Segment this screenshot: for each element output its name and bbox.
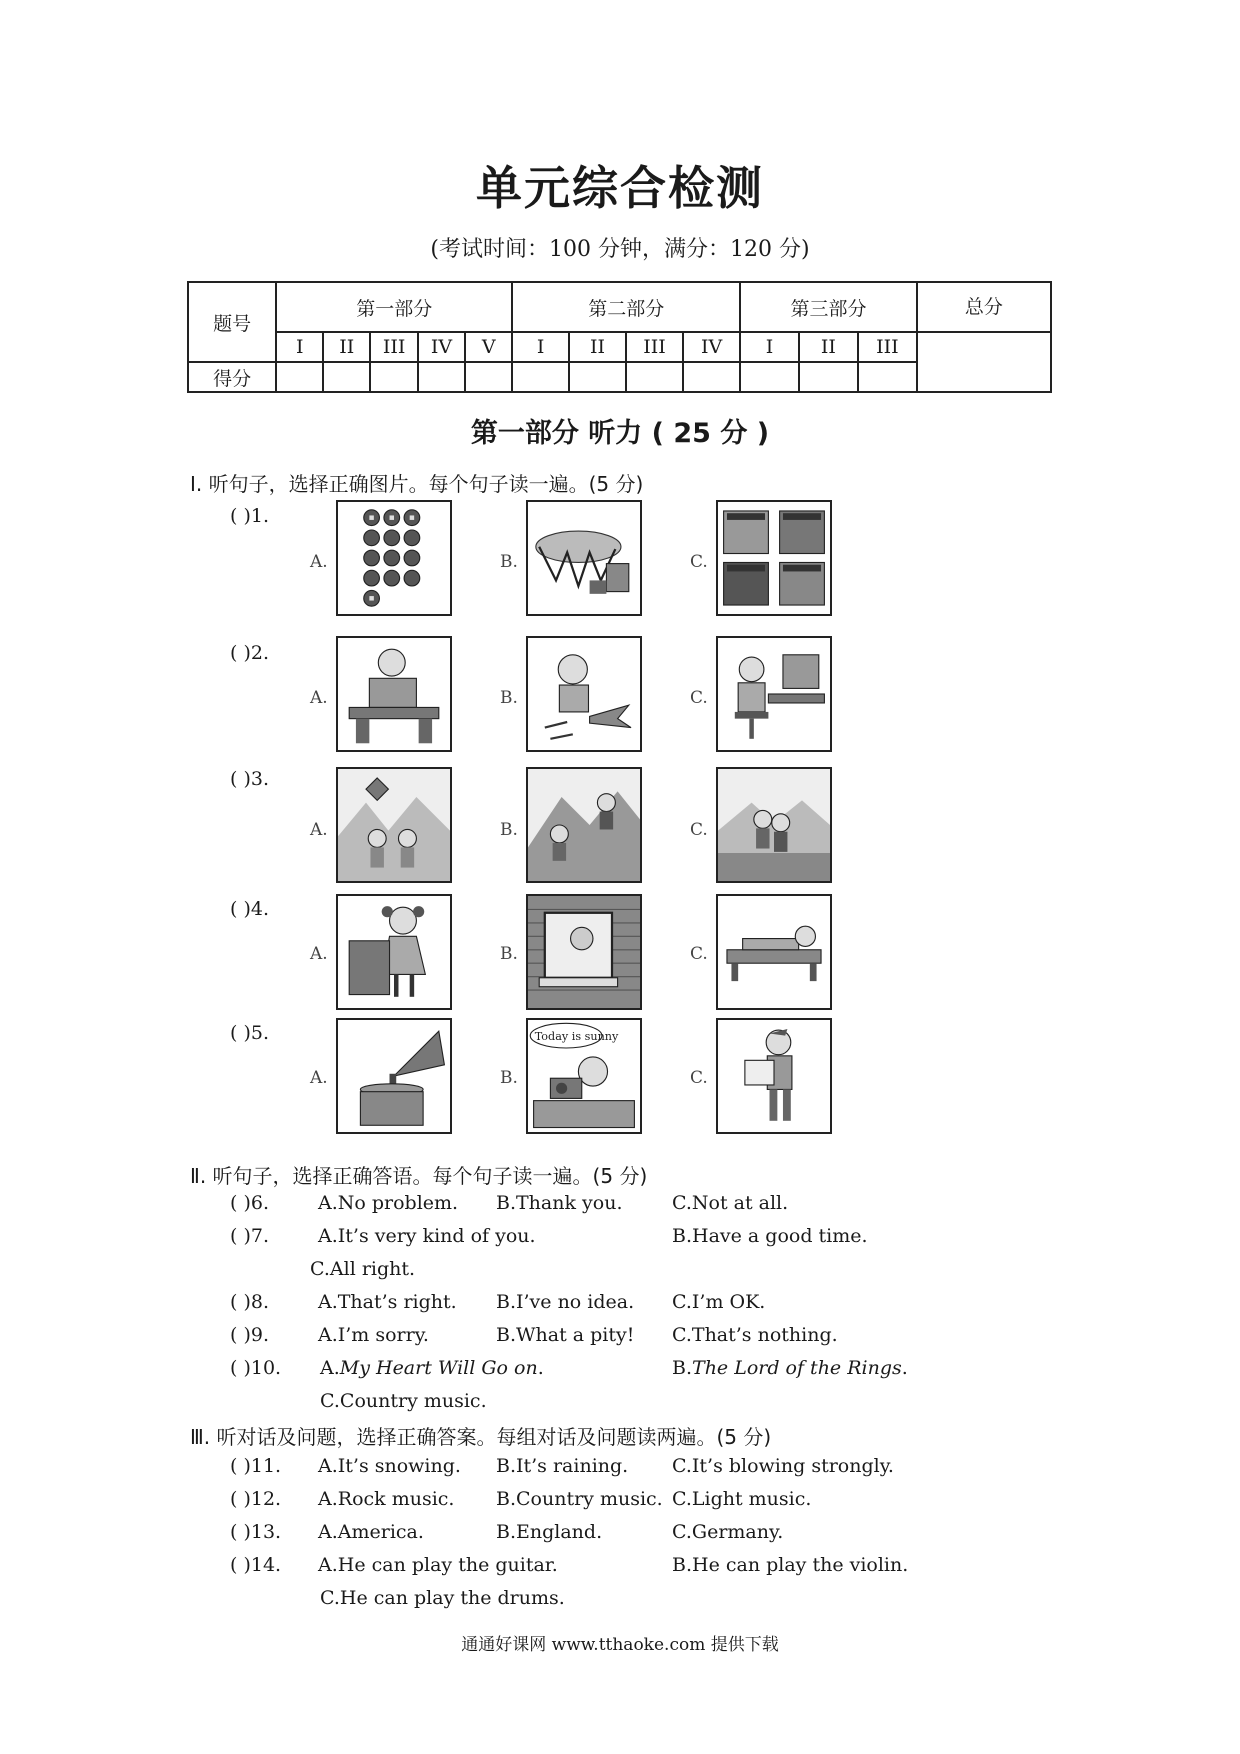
posters-icon — [718, 502, 830, 614]
answer-option[interactable]: B.Country music. — [496, 1488, 663, 1510]
picture-option[interactable] — [526, 636, 642, 752]
question-number: ( )3. — [230, 768, 269, 790]
question-number: ( )11. — [230, 1455, 282, 1477]
answer-option[interactable]: B.What a pity! — [496, 1324, 635, 1346]
answer-option[interactable]: C.Country music. — [320, 1390, 487, 1412]
question-number: ( )10. — [230, 1357, 282, 1379]
option-label: C. — [690, 552, 708, 572]
answer-option[interactable]: C.Not at all. — [672, 1192, 789, 1214]
answer-option[interactable]: A.No problem. — [318, 1192, 459, 1214]
option-period: . — [901, 1357, 908, 1379]
answer-option[interactable]: C.I’m OK. — [672, 1291, 766, 1313]
picture-option[interactable] — [526, 894, 642, 1010]
table-col: IV — [683, 332, 740, 362]
table-col: II — [799, 332, 858, 362]
exam-info: (考试时间：100 分钟，满分：120 分) — [430, 237, 810, 262]
score-table — [187, 281, 1052, 393]
question-number: ( )1. — [230, 505, 269, 527]
picture-option[interactable] — [716, 1018, 832, 1134]
picture-option[interactable] — [336, 1018, 452, 1134]
answer-option[interactable]: A.He can play the guitar. — [318, 1554, 558, 1576]
table-col: I — [740, 332, 799, 362]
table-col: I — [512, 332, 569, 362]
option-label: A. — [310, 944, 328, 964]
picture-option[interactable] — [336, 894, 452, 1010]
table-col: III — [626, 332, 683, 362]
kids-kites-icon — [338, 769, 450, 881]
answer-option[interactable]: A.America. — [318, 1521, 424, 1543]
picture-option[interactable] — [526, 500, 642, 616]
picture-option[interactable] — [336, 500, 452, 616]
birds-nest-stadium-icon — [528, 502, 640, 614]
boy-model-plane-icon — [528, 638, 640, 750]
answer-option[interactable]: B.He can play the violin. — [672, 1554, 909, 1576]
picture-option[interactable] — [716, 894, 832, 1010]
answer-option[interactable]: B.Thank you. — [496, 1192, 623, 1214]
option-label: A. — [310, 1068, 328, 1088]
question-number: ( )6. — [230, 1192, 269, 1214]
answer-option[interactable]: C.All right. — [310, 1258, 416, 1280]
answer-option[interactable]: A.I’m sorry. — [318, 1324, 429, 1346]
picture-option[interactable] — [336, 636, 452, 752]
table-col: III — [370, 332, 417, 362]
song-title: My Heart Will Go on — [339, 1357, 538, 1379]
table-part2: 第二部分 — [512, 282, 740, 332]
table-col: II — [323, 332, 370, 362]
score-cell[interactable] — [799, 362, 858, 392]
question-number: ( )7. — [230, 1225, 269, 1247]
kids-field-icon — [718, 769, 830, 881]
table-total — [917, 282, 1051, 392]
section-title: 第一部分 听力 ( 25 分 ) — [470, 418, 770, 449]
answer-option[interactable]: A.Rock music. — [318, 1488, 455, 1510]
window-brick-wall-icon — [528, 896, 640, 1008]
score-cell[interactable] — [858, 362, 917, 392]
table-total-label: 总分 — [918, 283, 1050, 333]
table-part3: 第三部分 — [740, 282, 917, 332]
table-col: II — [569, 332, 626, 362]
table-col: I — [276, 332, 323, 362]
answer-option[interactable]: B.Have a good time. — [672, 1225, 868, 1247]
answer-option[interactable]: B.I’ve no idea. — [496, 1291, 635, 1313]
option-label: B. — [500, 1068, 518, 1088]
score-cell[interactable] — [465, 362, 512, 392]
picture-option[interactable] — [716, 636, 832, 752]
score-cell[interactable] — [418, 362, 465, 392]
speech-bubble-text: Today is sunny — [534, 1030, 619, 1044]
option-label: B. — [500, 688, 518, 708]
option-label: A. — [310, 552, 328, 572]
boy-newspaper-icon — [718, 1020, 830, 1132]
part2-heading: Ⅱ. 听句子，选择正确答语。每个句子读一遍。(5 分) — [190, 1164, 648, 1188]
answer-option[interactable]: A.That’s right. — [318, 1291, 457, 1313]
option-label: A. — [310, 820, 328, 840]
boy-computer-icon — [718, 638, 830, 750]
answer-option[interactable]: C.It’s blowing strongly. — [672, 1455, 894, 1477]
option-label: C. — [690, 944, 708, 964]
film-title: The Lord of the Rings — [692, 1357, 902, 1379]
table-label-number: 题号 — [188, 282, 276, 362]
picture-option[interactable] — [526, 1018, 642, 1134]
option-label: C. — [690, 1068, 708, 1088]
boy-radio-icon — [528, 1020, 640, 1132]
option-label: B. — [500, 944, 518, 964]
answer-option[interactable]: B.It’s raining. — [496, 1455, 629, 1477]
question-number: ( )12. — [230, 1488, 282, 1510]
answer-option[interactable]: C.Light music. — [672, 1488, 812, 1510]
answer-option[interactable] — [320, 1357, 544, 1379]
part1-heading: Ⅰ. 听句子，选择正确图片。每个句子读一遍。(5 分) — [190, 472, 644, 496]
picture-option[interactable] — [716, 767, 832, 883]
table-col: IV — [418, 332, 465, 362]
answer-option[interactable]: B.England. — [496, 1521, 603, 1543]
option-label: B. — [500, 820, 518, 840]
score-cell[interactable] — [626, 362, 683, 392]
option-prefix: A. — [320, 1357, 340, 1379]
gramophone-icon — [338, 1020, 450, 1132]
score-cell[interactable] — [276, 362, 323, 392]
girl-box-icon — [338, 896, 450, 1008]
score-cell[interactable] — [569, 362, 626, 392]
page-title: 单元综合检测 — [476, 161, 764, 215]
table-part1: 第一部分 — [276, 282, 512, 332]
boy-reading-icon — [338, 638, 450, 750]
coins-icon — [338, 502, 450, 614]
table-col: III — [858, 332, 917, 362]
score-cell[interactable] — [512, 362, 569, 392]
score-cell[interactable] — [370, 362, 417, 392]
person-lying-bed-icon — [718, 896, 830, 1008]
question-number: ( )9. — [230, 1324, 269, 1346]
option-label: A. — [310, 688, 328, 708]
question-number: ( )2. — [230, 642, 269, 664]
option-prefix: B. — [672, 1357, 693, 1379]
option-period: . — [537, 1357, 544, 1379]
score-cell[interactable] — [683, 362, 740, 392]
question-number: ( )4. — [230, 898, 269, 920]
score-cell[interactable] — [323, 362, 370, 392]
question-number: ( )5. — [230, 1022, 269, 1044]
table-col: V — [465, 332, 512, 362]
answer-option[interactable]: A.It’s snowing. — [318, 1455, 461, 1477]
option-label: B. — [500, 552, 518, 572]
answer-option[interactable]: C.Germany. — [672, 1521, 784, 1543]
score-cell[interactable] — [740, 362, 799, 392]
question-number: ( )13. — [230, 1521, 282, 1543]
question-number: ( )8. — [230, 1291, 269, 1313]
answer-option[interactable]: C.That’s nothing. — [672, 1324, 838, 1346]
picture-option[interactable] — [336, 767, 452, 883]
answer-option[interactable] — [672, 1357, 908, 1379]
kids-climbing-icon — [528, 769, 640, 881]
picture-option[interactable] — [716, 500, 832, 616]
picture-option[interactable] — [526, 767, 642, 883]
option-label: C. — [690, 820, 708, 840]
option-label: C. — [690, 688, 708, 708]
question-number: ( )14. — [230, 1554, 282, 1576]
table-label-score: 得分 — [188, 362, 276, 392]
answer-option[interactable]: A.It’s very kind of you. — [318, 1225, 536, 1247]
answer-option[interactable]: C.He can play the drums. — [320, 1587, 565, 1609]
footer-credit: 通通好课网 www.tthaoke.com 提供下载 — [461, 1635, 779, 1655]
part3-heading: Ⅲ. 听对话及问题，选择正确答案。每组对话及问题读两遍。(5 分) — [190, 1425, 772, 1449]
